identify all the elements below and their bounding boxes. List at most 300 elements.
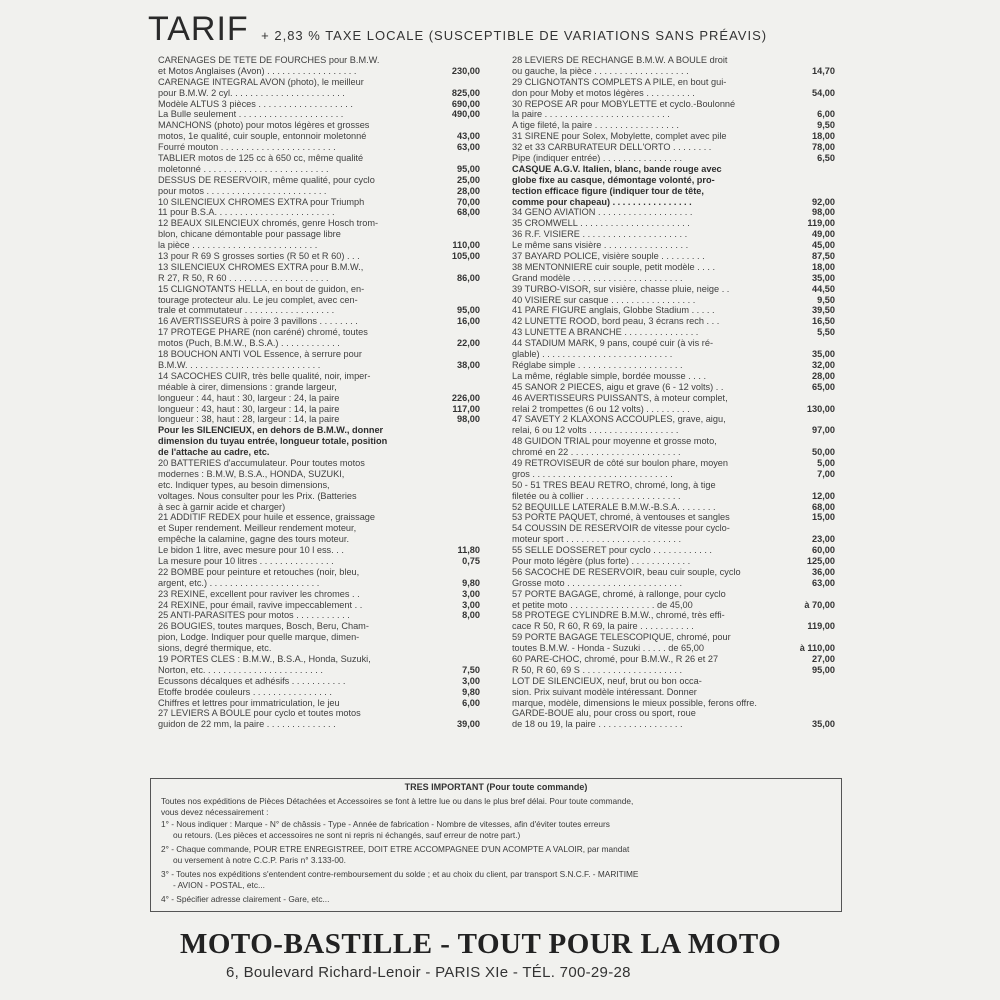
entry-description: CARENAGE INTEGRAL AVON (photo), le meilleur xyxy=(158,76,364,87)
entry-description: 54 COUSSIN DE RESERVOIR de vitesse pour cyclo- xyxy=(512,523,730,534)
price-list-entry xyxy=(512,643,835,654)
entry-description: moteur sport . . . . . . . . . . . . . . . . . . . . . . . xyxy=(512,534,681,545)
entry-description: sions, degré thermique, etc. xyxy=(158,643,272,654)
entry-description: 60 PARE-CHOC, chromé, pour B.M.W., R 26 et 27 xyxy=(512,653,719,664)
price-list-entry xyxy=(512,99,835,110)
price-list-entry xyxy=(512,349,835,360)
entry-description: Norton, etc. . . . . . . . . . . . . . . . . . . . . . . . xyxy=(158,664,323,675)
price-list-entry xyxy=(158,414,480,425)
entry-description: Etoffe brodée couleurs . . . . . . . . . . . . . . . . xyxy=(158,686,332,697)
entry-description: comme pour chapeau) . . . . . . . . . . . . . . . . xyxy=(512,196,692,207)
entry-description: GARDE-BOUE alu, pour cross ou sport, roue xyxy=(512,708,696,719)
price-list-entry xyxy=(158,708,480,719)
price-list-entry xyxy=(158,610,480,621)
entry-price: 78,00 xyxy=(812,142,835,153)
entry-description: argent, etc.) . . . . . . . . . . . . . . . . . . . . . . xyxy=(158,577,320,588)
entry-price: 14,70 xyxy=(812,65,835,76)
entry-price: 23,00 xyxy=(812,534,835,545)
entry-description: 20 BATTERIES d'accumulateur. Pour toutes motos xyxy=(158,457,365,468)
price-list-entry xyxy=(158,131,480,142)
price-list-entry xyxy=(512,480,835,491)
price-list-entry xyxy=(512,327,835,338)
price-list-entry xyxy=(158,589,480,600)
entry-description: glable) . . . . . . . . . . . . . . . . . . . . . . . . . . xyxy=(512,349,673,360)
entry-description: trale et commutateur . . . . . . . . . . . . . . . . . . xyxy=(158,305,335,316)
entry-price: 8,00 xyxy=(462,610,480,621)
entry-price: 9,50 xyxy=(817,294,835,305)
entry-price: 6,50 xyxy=(817,153,835,164)
price-list-entry xyxy=(158,99,480,110)
price-list-entry xyxy=(512,371,835,382)
price-list-entry xyxy=(512,436,835,447)
price-list-entry xyxy=(512,262,835,273)
entry-price: 95,00 xyxy=(812,664,835,675)
price-list-entry xyxy=(158,338,480,349)
entry-description: La même, réglable simple, bordée mousse . . . . xyxy=(512,370,707,381)
entry-description: de 18 ou 19, la paire . . . . . . . . . . . . . . . . . xyxy=(512,719,683,730)
entry-description: 17 PROTEGE PHARE (non caréné) chromé, toutes xyxy=(158,327,368,338)
price-list-entry xyxy=(158,502,480,513)
entry-description: 47 SAVETY 2 KLAXONS ACCOUPLES, grave, aigu, xyxy=(512,414,726,425)
entry-description: La Bulle seulement . . . . . . . . . . . . . . . . . . . . . xyxy=(158,109,344,120)
price-list-entry xyxy=(512,77,835,88)
entry-description: toutes B.M.W. - Honda - Suzuki . . . . . de 65,00 xyxy=(512,643,705,654)
price-list-entry xyxy=(158,55,480,66)
entry-description: 24 REXINE, pour émail, ravive impeccablement . . xyxy=(158,599,363,610)
entry-description: 40 VISIERE sur casque . . . . . . . . . . . . . . . . . xyxy=(512,294,696,305)
entry-price: 5,50 xyxy=(817,327,835,338)
entry-price: 12,00 xyxy=(812,490,835,501)
price-list-entry xyxy=(512,719,835,730)
price-list-entry xyxy=(512,251,835,262)
company-name: MOTO-BASTILLE - TOUT POUR LA MOTO xyxy=(180,928,782,960)
notice-line: 4° - Spécifier adresse clairement - Gare, etc... xyxy=(161,894,330,904)
entry-description: 10 SILENCIEUX CHROMES EXTRA pour Triumph xyxy=(158,196,365,207)
price-list-entry xyxy=(158,305,480,316)
entry-description: 23 REXINE, excellent pour raviver les chromes . . xyxy=(158,588,360,599)
price-list-entry xyxy=(158,284,480,295)
page-subtitle: + 2,83 % TAXE LOCALE (SUSCEPTIBLE DE VARIATIONS SANS PRÉAVIS) xyxy=(261,28,768,43)
price-list-entry xyxy=(158,393,480,404)
entry-description: 57 PORTE BAGAGE, chromé, à rallonge, pour cyclo xyxy=(512,588,726,599)
entry-description: gros . . . . . . . . . . . . . . . . . . . . . . . . . . . . xyxy=(512,468,673,479)
entry-price: 44,50 xyxy=(812,283,835,294)
entry-description: 21 ADDITIF REDEX pour huile et essence, graissage xyxy=(158,512,376,523)
entry-price: 65,00 xyxy=(812,381,835,392)
entry-description: 11 pour B.S.A. . . . . . . . . . . . . . . . . . . . . . . . xyxy=(158,207,335,218)
price-list-entry xyxy=(512,305,835,316)
entry-price: 6,00 xyxy=(817,109,835,120)
entry-price: 45,00 xyxy=(812,240,835,251)
entry-description: motos (Puch, B.M.W., B.S.A.) . . . . . . . . . . . . xyxy=(158,338,340,349)
entry-price: 825,00 xyxy=(451,87,480,98)
entry-price: 43,00 xyxy=(457,131,480,142)
entry-price: 95,00 xyxy=(457,305,480,316)
price-list-entry xyxy=(158,491,480,502)
notice-title: TRES IMPORTANT (Pour toute commande) xyxy=(404,782,588,792)
entry-price: 490,00 xyxy=(451,109,480,120)
entry-description: R 50, R 60, 69 S . . . . . . . . . . . . . . . . . . . . xyxy=(512,664,683,675)
entry-price: 63,00 xyxy=(457,142,480,153)
entry-price: 11,80 xyxy=(457,545,480,556)
price-list-entry xyxy=(158,295,480,306)
entry-description: 42 LUNETTE ROOD, bord peau, 3 écrans rech . . . xyxy=(512,316,720,327)
price-list-entry xyxy=(158,512,480,523)
entry-description: relai 2 trompettes (6 ou 12 volts) . . . . . . . . . xyxy=(512,403,690,414)
entry-description: à sec à garnir acide et charger) xyxy=(158,501,286,512)
entry-description: Pour moto légère (plus forte) . . . . . . . . . . . . xyxy=(512,555,691,566)
important-notice-box xyxy=(150,778,842,912)
entry-price: 7,00 xyxy=(817,468,835,479)
price-list-entry xyxy=(158,360,480,371)
entry-price: 690,00 xyxy=(451,98,480,109)
price-list-entry xyxy=(158,382,480,393)
entry-description: 56 SACOCHE DE RESERVOIR, beau cuir souple, cyclo xyxy=(512,566,741,577)
entry-price: 68,00 xyxy=(457,207,480,218)
price-list-entry xyxy=(512,698,835,709)
price-list-entry xyxy=(512,240,835,251)
price-list-entry xyxy=(158,523,480,534)
entry-price: 35,00 xyxy=(812,272,835,283)
entry-description: Pour les SILENCIEUX, en dehors de B.M.W., donner xyxy=(158,425,384,436)
price-list-entry xyxy=(158,197,480,208)
entry-description: relai, 6 ou 12 volts . . . . . . . . . . . . . . . . . . xyxy=(512,425,679,436)
entry-description: filetée ou à collier . . . . . . . . . . . . . . . . . . . xyxy=(512,490,681,501)
price-list-entry xyxy=(512,109,835,120)
price-list-entry xyxy=(512,414,835,425)
entry-price: 119,00 xyxy=(807,621,835,632)
price-list-entry xyxy=(158,66,480,77)
entry-description: 55 SELLE DOSSERET pour cyclo . . . . . . . . . . . . xyxy=(512,545,712,556)
entry-description: sion. Prix suivant modèle intéressant. Donner xyxy=(512,686,697,697)
entry-description: Le bidon 1 litre, avec mesure pour 10 l ess. . . xyxy=(158,545,344,556)
entry-description: 34 GENO AVIATION . . . . . . . . . . . . . . . . . . . xyxy=(512,207,693,218)
entry-description: Fourré mouton . . . . . . . . . . . . . . . . . . . . . . . xyxy=(158,142,336,153)
entry-description: pion, Lodge. Indiquer pour quelle marque, dimen- xyxy=(158,632,360,643)
entry-description: motos, 1e qualité, cuir souple, entonnoir moletonné xyxy=(158,131,367,142)
entry-description: 27 LEVIERS A BOULE pour cyclo et toutes motos xyxy=(158,708,361,719)
entry-description: Ecussons décalques et adhésifs . . . . . . . . . . . xyxy=(158,675,346,686)
price-list-entry xyxy=(158,534,480,545)
entry-price: 39,50 xyxy=(812,305,835,316)
entry-description: 44 STADIUM MARK, 9 pans, coupé cuir (à vis ré- xyxy=(512,338,713,349)
entry-description: empêche la calamine, gagne des tours moteur. xyxy=(158,534,350,545)
price-list-entry xyxy=(158,327,480,338)
entry-description: 31 SIRENE pour Solex, Mobylette, complet avec pile xyxy=(512,131,727,142)
price-list-entry xyxy=(158,316,480,327)
entry-description: 39 TURBO-VISOR, sur visière, chasse pluie, neige . . xyxy=(512,283,730,294)
entry-price: 105,00 xyxy=(451,251,480,262)
notice-line: Toutes nos expéditions de Pièces Détachées et Accessoires se font à lettre lue ou dans le plus bref délai. Pour toute commande, xyxy=(161,796,634,806)
entry-price: 226,00 xyxy=(451,392,480,403)
entry-price: 9,50 xyxy=(817,120,835,131)
price-list-entry xyxy=(512,665,835,676)
entry-description: de l'attache au cadre, etc. xyxy=(158,447,270,458)
price-list-entry xyxy=(512,447,835,458)
price-list-entry xyxy=(158,621,480,632)
price-list-entry xyxy=(512,66,835,77)
entry-description: tection efficace figure (indiquer tour de tête, xyxy=(512,185,704,196)
price-list-entry xyxy=(512,142,835,153)
entry-price: 9,80 xyxy=(462,577,480,588)
entry-price: 3,00 xyxy=(462,675,480,686)
price-list-entry xyxy=(512,523,835,534)
price-list-entry xyxy=(158,251,480,262)
price-list-entry xyxy=(512,284,835,295)
entry-description: longueur : 38, haut : 28, largeur : 14, la paire xyxy=(158,414,340,425)
price-list-entry xyxy=(512,393,835,404)
entry-description: dimension du tuyau entrée, longueur totale, position xyxy=(158,436,388,447)
entry-price: 95,00 xyxy=(457,163,480,174)
entry-price: 130,00 xyxy=(806,403,835,414)
entry-description: 29 CLIGNOTANTS COMPLETS A PILE, en bout gui- xyxy=(512,76,727,87)
entry-price: 97,00 xyxy=(812,425,835,436)
entry-description: 14 SACOCHES CUIR, très belle qualité, noir, imper- xyxy=(158,370,371,381)
price-list-entry xyxy=(158,142,480,153)
right-price-column xyxy=(512,55,835,730)
price-list-entry xyxy=(158,404,480,415)
entry-description: 13 SILENCIEUX CHROMES EXTRA pour B.M.W., xyxy=(158,261,364,272)
entry-price: 0,75 xyxy=(462,555,480,566)
notice-line: ou retours. (Les pièces et accessoires ne sont ni repris ni échangés, sauf erreur de notre part.) xyxy=(173,830,521,840)
price-list-entry xyxy=(512,153,835,164)
entry-description: et Motos Anglaises (Avon) . . . . . . . . . . . . . . . . . . xyxy=(158,65,357,76)
entry-description: A tige fileté, la paire . . . . . . . . . . . . . . . . . xyxy=(512,120,679,131)
notice-line: vous devez nécessairement : xyxy=(161,807,269,817)
entry-description: don pour Moby et motos légères . . . . . . . . . . xyxy=(512,87,695,98)
price-list-entry xyxy=(158,109,480,120)
entry-description: 46 AVERTISSEURS PUISSANTS, à moteur complet, xyxy=(512,392,728,403)
entry-description: voltages. Nous consulter pour les Prix. (Batteries xyxy=(158,490,357,501)
entry-price: 50,00 xyxy=(812,447,835,458)
entry-price: à 70,00 xyxy=(804,599,835,610)
entry-description: 53 PORTE PAQUET, chromé, à ventouses et sangles xyxy=(512,512,730,523)
entry-price: 15,00 xyxy=(812,512,835,523)
entry-description: DESSUS DE RESERVOIR, même qualité, pour cyclo xyxy=(158,174,375,185)
entry-description: 30 REPOSE AR pour MOBYLETTE et cyclo.-Boulonné xyxy=(512,98,736,109)
entry-description: 35 CROMWELL . . . . . . . . . . . . . . . . . . . . . . xyxy=(512,218,690,229)
entry-description: 59 PORTE BAGAGE TELESCOPIQUE, chromé, pour xyxy=(512,632,731,643)
price-list-entry xyxy=(158,164,480,175)
notice-line: ou versement à notre C.C.P. Paris n° 3.133-00. xyxy=(173,855,346,865)
price-list-entry xyxy=(512,382,835,393)
entry-description: 15 CLIGNOTANTS HELLA, en bout de guidon, en- xyxy=(158,283,365,294)
entry-price: 38,00 xyxy=(457,359,480,370)
entry-description: 49 RETROVISEUR de côté sur boulon phare, moyen xyxy=(512,457,729,468)
entry-price: 25,00 xyxy=(457,174,480,185)
price-list-entry xyxy=(158,567,480,578)
entry-price: 117,00 xyxy=(452,403,480,414)
price-list-entry xyxy=(512,404,835,415)
price-list-entry xyxy=(512,120,835,131)
price-list-entry xyxy=(158,578,480,589)
entry-description: CASQUE A.G.V. Italien, blanc, bande rouge avec xyxy=(512,163,722,174)
price-list-entry xyxy=(158,218,480,229)
entry-description: Grosse moto . . . . . . . . . . . . . . . . . . . . . . . xyxy=(512,577,683,588)
entry-description: modernes : B.M.W, B.S.A., HONDA, SUZUKI, xyxy=(158,468,345,479)
price-list-entry xyxy=(512,425,835,436)
header xyxy=(148,10,848,50)
entry-description: 18 BOUCHON ANTI VOL Essence, à serrure pour xyxy=(158,349,362,360)
price-list-entry xyxy=(512,131,835,142)
entry-description: Réglabe simple . . . . . . . . . . . . . . . . . . . . . xyxy=(512,359,683,370)
entry-description: ou gauche, la pièce . . . . . . . . . . . . . . . . . . . xyxy=(512,65,689,76)
price-list-entry xyxy=(158,120,480,131)
entry-description: etc. Indiquer types, au besoin dimensions, xyxy=(158,479,330,490)
notice-line: 3° - Toutes nos expéditions s'entendent contre-remboursement du solde ; et au choix du client, par transport S.N.C.F. - MARITIME xyxy=(161,869,639,879)
price-list-entry xyxy=(158,153,480,164)
price-list-entry xyxy=(512,164,835,175)
entry-description: 16 AVERTISSEURS à poire 3 pavillons . . . . . . . . xyxy=(158,316,358,327)
entry-description: et petite moto . . . . . . . . . . . . . . . . . de 45,00 xyxy=(512,599,693,610)
entry-description: et Super rendement. Meilleur rendement moteur, xyxy=(158,523,357,534)
entry-price: 60,00 xyxy=(812,545,835,556)
entry-description: 52 BEQUILLE LATERALE B.M.W.-B.S.A. . . . . . . . xyxy=(512,501,716,512)
price-list-entry xyxy=(512,338,835,349)
left-price-column xyxy=(158,55,480,730)
price-list-entry xyxy=(512,687,835,698)
entry-description: pour motos . . . . . . . . . . . . . . . . . . . . . . . . xyxy=(158,185,327,196)
entry-price: 110,00 xyxy=(452,240,480,251)
price-list-entry xyxy=(158,676,480,687)
entry-price: 49,00 xyxy=(812,229,835,240)
price-list-entry xyxy=(158,643,480,654)
price-list-entry xyxy=(512,295,835,306)
entry-price: 125,00 xyxy=(806,555,835,566)
entry-price: 16,00 xyxy=(457,316,480,327)
entry-price: 39,00 xyxy=(457,719,480,730)
notice-line: 2° - Chaque commande, POUR ETRE ENREGISTREE, DOIT ETRE ACCOMPAGNEE D'UN ACOMPTE A VALOIR, par mandat xyxy=(161,844,630,854)
entry-description: 26 BOUGIES, toutes marques, Bosch, Beru, Cham- xyxy=(158,621,369,632)
price-list-entry xyxy=(512,512,835,523)
entry-description: moletonné . . . . . . . . . . . . . . . . . . . . . . . . . xyxy=(158,163,329,174)
entry-price: 119,00 xyxy=(807,218,835,229)
entry-price: 5,00 xyxy=(817,457,835,468)
entry-description: LOT DE SILENCIEUX, neuf, brut ou bon occa- xyxy=(512,675,702,686)
price-list-entry xyxy=(158,665,480,676)
entry-price: 6,00 xyxy=(462,697,480,708)
price-list-entry xyxy=(158,88,480,99)
entry-description: 50 - 51 TRES BEAU RETRO, chromé, long, à tige xyxy=(512,479,716,490)
entry-description: marque, modèle, dimensions le mieux possible, ferons offre. xyxy=(512,697,757,708)
entry-description: Chiffres et lettres pour immatriculation, le jeu xyxy=(158,697,340,708)
price-list-entry xyxy=(158,371,480,382)
price-list-entry xyxy=(512,197,835,208)
price-list-entry xyxy=(158,175,480,186)
entry-price: 92,00 xyxy=(812,196,835,207)
price-list-entry xyxy=(158,545,480,556)
company-address: 6, Boulevard Richard-Lenoir - PARIS XIe - TÉL. 700-29-28 xyxy=(226,964,631,981)
price-list-entry xyxy=(158,425,480,436)
entry-description: longueur : 43, haut : 30, largeur : 14, la paire xyxy=(158,403,340,414)
entry-description: 38 MENTONNIERE cuir souple, petit modèle . . . . xyxy=(512,261,716,272)
price-list-entry xyxy=(512,229,835,240)
entry-description: 25 ANTI-PARASITES pour motos . . . . . . . . . . . xyxy=(158,610,350,621)
entry-description: pour B.M.W. 2 cyl. . . . . . . . . . . . . . . . . . . . . . . xyxy=(158,87,345,98)
entry-description: longueur : 44, haut : 30, largeur : 24, la paire xyxy=(158,392,340,403)
entry-description: 36 R.F. VISIERE . . . . . . . . . . . . . . . . . . . . . xyxy=(512,229,688,240)
price-list-entry xyxy=(512,621,835,632)
entry-description: 58 PROTEGE CYLINDRE B.M.W., chromé, très effi- xyxy=(512,610,725,621)
entry-description: R 27, R 50, R 60 . . . . . . . . . . . . . . . . . . . . xyxy=(158,272,329,283)
entry-price: 28,00 xyxy=(812,370,835,381)
entry-description: 37 BAYARD POLICE, visière souple . . . . . . . . . xyxy=(512,251,705,262)
price-list-entry xyxy=(512,55,835,66)
entry-price: 3,00 xyxy=(462,588,480,599)
entry-description: Modèle ALTUS 3 pièces . . . . . . . . . . . . . . . . . . . xyxy=(158,98,353,109)
entry-price: 36,00 xyxy=(812,566,835,577)
entry-description: la paire . . . . . . . . . . . . . . . . . . . . . . . . . xyxy=(512,109,670,120)
entry-description: blon, chicane démontable pour passage libre xyxy=(158,229,341,240)
price-list-entry xyxy=(512,556,835,567)
entry-price: 18,00 xyxy=(812,131,835,142)
entry-description: la pièce . . . . . . . . . . . . . . . . . . . . . . . . . xyxy=(158,240,318,251)
entry-description: 19 PORTES CLES : B.M.W., B.S.A., Honda, Suzuki, xyxy=(158,653,371,664)
price-list-entry xyxy=(158,469,480,480)
entry-price: 22,00 xyxy=(457,338,480,349)
entry-price: 32,00 xyxy=(812,359,835,370)
price-list-entry xyxy=(512,316,835,327)
entry-description: 13 pour R 69 S grosses sorties (R 50 et R 60) . . . xyxy=(158,251,360,262)
price-list-entry xyxy=(512,534,835,545)
entry-description: La mesure pour 10 litres . . . . . . . . . . . . . . . xyxy=(158,555,334,566)
price-list-entry xyxy=(158,262,480,273)
entry-description: 48 GUIDON TRIAL pour moyenne et grosse moto, xyxy=(512,436,717,447)
price-list-entry xyxy=(512,186,835,197)
price-list-entry xyxy=(512,458,835,469)
entry-description: MANCHONS (photo) pour motos légères et grosses xyxy=(158,120,370,131)
entry-description: 45 SANOR 2 PIECES, aigu et grave (6 - 12 volts) . . xyxy=(512,381,724,392)
entry-price: 35,00 xyxy=(812,349,835,360)
entry-description: 41 PARE FIGURE anglais, Globbe Stadium . . . . . xyxy=(512,305,715,316)
price-list-entry xyxy=(158,698,480,709)
price-list-entry xyxy=(158,436,480,447)
entry-description: méable à cirer, dimensions : grande largeur, xyxy=(158,381,337,392)
entry-description: 43 LUNETTE A BRANCHE . . . . . . . . . . . . . . . xyxy=(512,327,699,338)
price-list-entry xyxy=(512,360,835,371)
price-list-entry xyxy=(158,273,480,284)
entry-price: 63,00 xyxy=(812,577,835,588)
price-list-entry xyxy=(512,600,835,611)
price-list-entry xyxy=(512,610,835,621)
entry-description: guidon de 22 mm, la paire . . . . . . . . . . . . . . xyxy=(158,719,336,730)
entry-price: 86,00 xyxy=(457,272,480,283)
entry-price: 16,50 xyxy=(812,316,835,327)
notice-line: - AVION - POSTAL, etc... xyxy=(173,880,265,890)
notice-line: 1° - Nous indiquer : Marque - N° de châssis - Type - Année de fabrication - Nombre de vitesses, afin d'éviter toutes erreurs xyxy=(161,819,610,829)
entry-description: CARENAGES DE TETE DE FOURCHES pour B.M.W. xyxy=(158,55,380,65)
price-list-entry xyxy=(158,349,480,360)
entry-description: 28 LEVIERS DE RECHANGE B.M.W. A BOULE droit xyxy=(512,55,728,65)
entry-description: chromé en 22 . . . . . . . . . . . . . . . . . . . . . . xyxy=(512,447,681,458)
price-list-entry xyxy=(158,229,480,240)
price-list-entry xyxy=(158,654,480,665)
price-list-entry xyxy=(158,719,480,730)
price-list-entry xyxy=(158,240,480,251)
entry-description: B.M.W. . . . . . . . . . . . . . . . . . . . . . . . . . . xyxy=(158,359,321,370)
entry-description: TABLIER motos de 125 cc à 650 cc, même qualité xyxy=(158,153,364,164)
price-list-entry xyxy=(158,458,480,469)
entry-description: globe fixe au casque, démontage volonté, pro- xyxy=(512,174,715,185)
price-list-entry xyxy=(512,175,835,186)
price-list-entry xyxy=(512,567,835,578)
entry-price: 7,50 xyxy=(462,664,480,675)
entry-description: 32 et 33 CARBURATEUR DELL'ORTO . . . . . . . . xyxy=(512,142,712,153)
page-title: TARIF xyxy=(148,10,249,48)
entry-description: Grand modèle . . . . . . . . . . . . . . . . . . . . . . xyxy=(512,272,683,283)
entry-description: 12 BEAUX SILENCIEUX chromés, genre Hosch trom- xyxy=(158,218,379,229)
entry-description: tourage protecteur alu. Le jeu complet, avec cen- xyxy=(158,294,358,305)
